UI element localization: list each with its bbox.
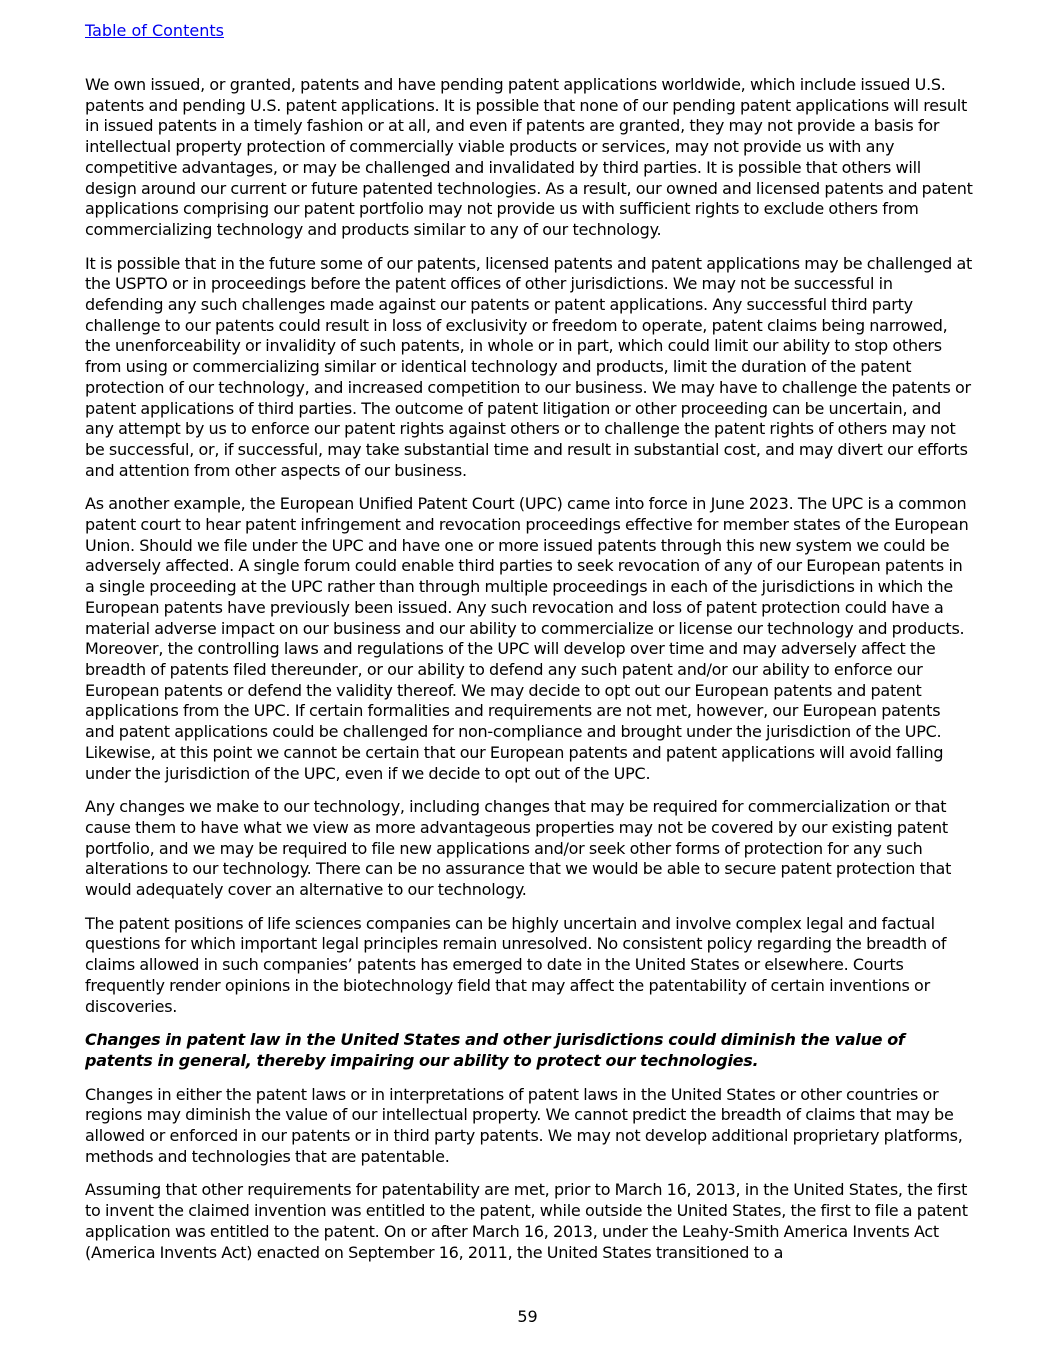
paragraph-patent-law-interpretation: Changes in either the patent laws or in interpretations of patent laws in the United States or other countries or regions may diminish the value of our intellectual property. We cannot predict the breadth of claims that may be allowed or enforced in our patents or in third party patents. We may not develop additional proprietary platforms, methods and technologies that are patentable. <box>85 1084 963 1166</box>
paragraph-life-sciences-uncertainty: The patent positions of life sciences companies can be highly uncertain and involve complex legal and factual questions for which important legal principles remain unresolved. No consistent policy regarding the breadth of claims allowed in such companies’ patents has emerged to date in the United States or elsewhere. Courts frequently render opinions in the biotechnology field that may affect the patentability of certain inventions or discoveries. <box>85 913 947 1016</box>
table-of-contents-link[interactable]: Table of Contents <box>85 21 224 40</box>
page-body <box>85 75 973 1276</box>
paragraph-patent-challenges: It is possible that in the future some of our patents, licensed patents and patent applications may be challenged at the USPTO or in proceedings before the patent offices of other jurisdictions. We may not be successful in defending any such challenges made against our patents or patent applications. Any successful third party challenge to our patents could result in loss of exclusivity or freedom to operate, patent claims being narrowed, the unenforceability or invalidity of such patents, in whole or in part, which could limit our ability to stop others from using or commercializing similar or identical technology and products, limit the duration of the patent protection of our technology, and increased competition to our business. We may have to challenge the patents or patent applications of third parties. The outcome of patent litigation or other proceeding can be uncertain, and any attempt by us to enforce our patent rights against others or to challenge the patent rights of others may not be successful, or, if successful, may take substantial time and result in substantial cost, and may divert our efforts and attention from other aspects of our business. <box>85 253 973 480</box>
paragraph-unified-patent-court: As another example, the European Unified Patent Court (UPC) came into force in June 2023. The UPC is a common patent court to hear patent infringement and revocation proceedings effective for member states of the European Union. Should we file under the UPC and have one or more issued patents through this new system we could be adversely affected. A single forum could enable third parties to seek revocation of any of our European patents in a single proceeding at the UPC rather than through multiple proceedings in each of the jurisdictions in which the European patents have previously been issued. Any such revocation and loss of patent protection could have a material adverse impact on our business and our ability to commercialize or license our technology and products. Moreover, the controlling laws and regulations of the UPC will develop over time and may adversely affect the breadth of patents filed thereunder, or our ability to defend any such patent and/or our ability to enforce our European patents or defend the validity thereof. We may decide to opt out our European patents and patent applications from the UPC. If certain formalities and requirements are not met, however, our European patents and patent applications could be challenged for non-compliance and brought under the jurisdiction of the UPC. Likewise, at this point we cannot be certain that our European patents and patent applications will avoid falling under the jurisdiction of the UPC, even if we decide to opt out of the UPC. <box>85 494 969 783</box>
paragraph-technology-changes: Any changes we make to our technology, including changes that may be required for commercialization or that cause them to have what we view as more advantageous properties may not be covered by our existing patent portfolio, and we may be required to file new applications and/or seek other forms of protection for any such alterations to our technology. There can be no assurance that we would be able to secure patent protection that would adequately cover an alternative to our technology. <box>85 797 952 900</box>
section-heading-patent-law-changes: Changes in patent law in the United States and other jurisdictions could diminish the value of patents in general, thereby impairing our ability to protect our technologies. <box>85 1030 905 1070</box>
page-number: 59 <box>517 1307 538 1326</box>
paragraph-america-invents-act: Assuming that other requirements for patentability are met, prior to March 16, 2013, in the United States, the first to invent the claimed invention was entitled to the patent, while outside the United States, the first to file a patent application was entitled to the patent. On or after March 16, 2013, under the Leahy-Smith America Invents Act (America Invents Act) enacted on September 16, 2011, the United States transitioned to a <box>85 1180 968 1262</box>
paragraph-patent-portfolio: We own issued, or granted, patents and have pending patent applications worldwide, which include issued U.S. patents and pending U.S. patent applications. It is possible that none of our pending patent applications will result in issued patents in a timely fashion or at all, and even if patents are granted, they may not provide a basis for intellectual property protection of commercially viable products or services, may not provide us with any competitive advantages, or may be challenged and invalidated by third parties. It is possible that others will design around our current or future patented technologies. As a result, our owned and licensed patents and patent applications comprising our patent portfolio may not provide us with sufficient rights to exclude others from commercializing technology and products similar to any of our technology. <box>85 75 973 239</box>
